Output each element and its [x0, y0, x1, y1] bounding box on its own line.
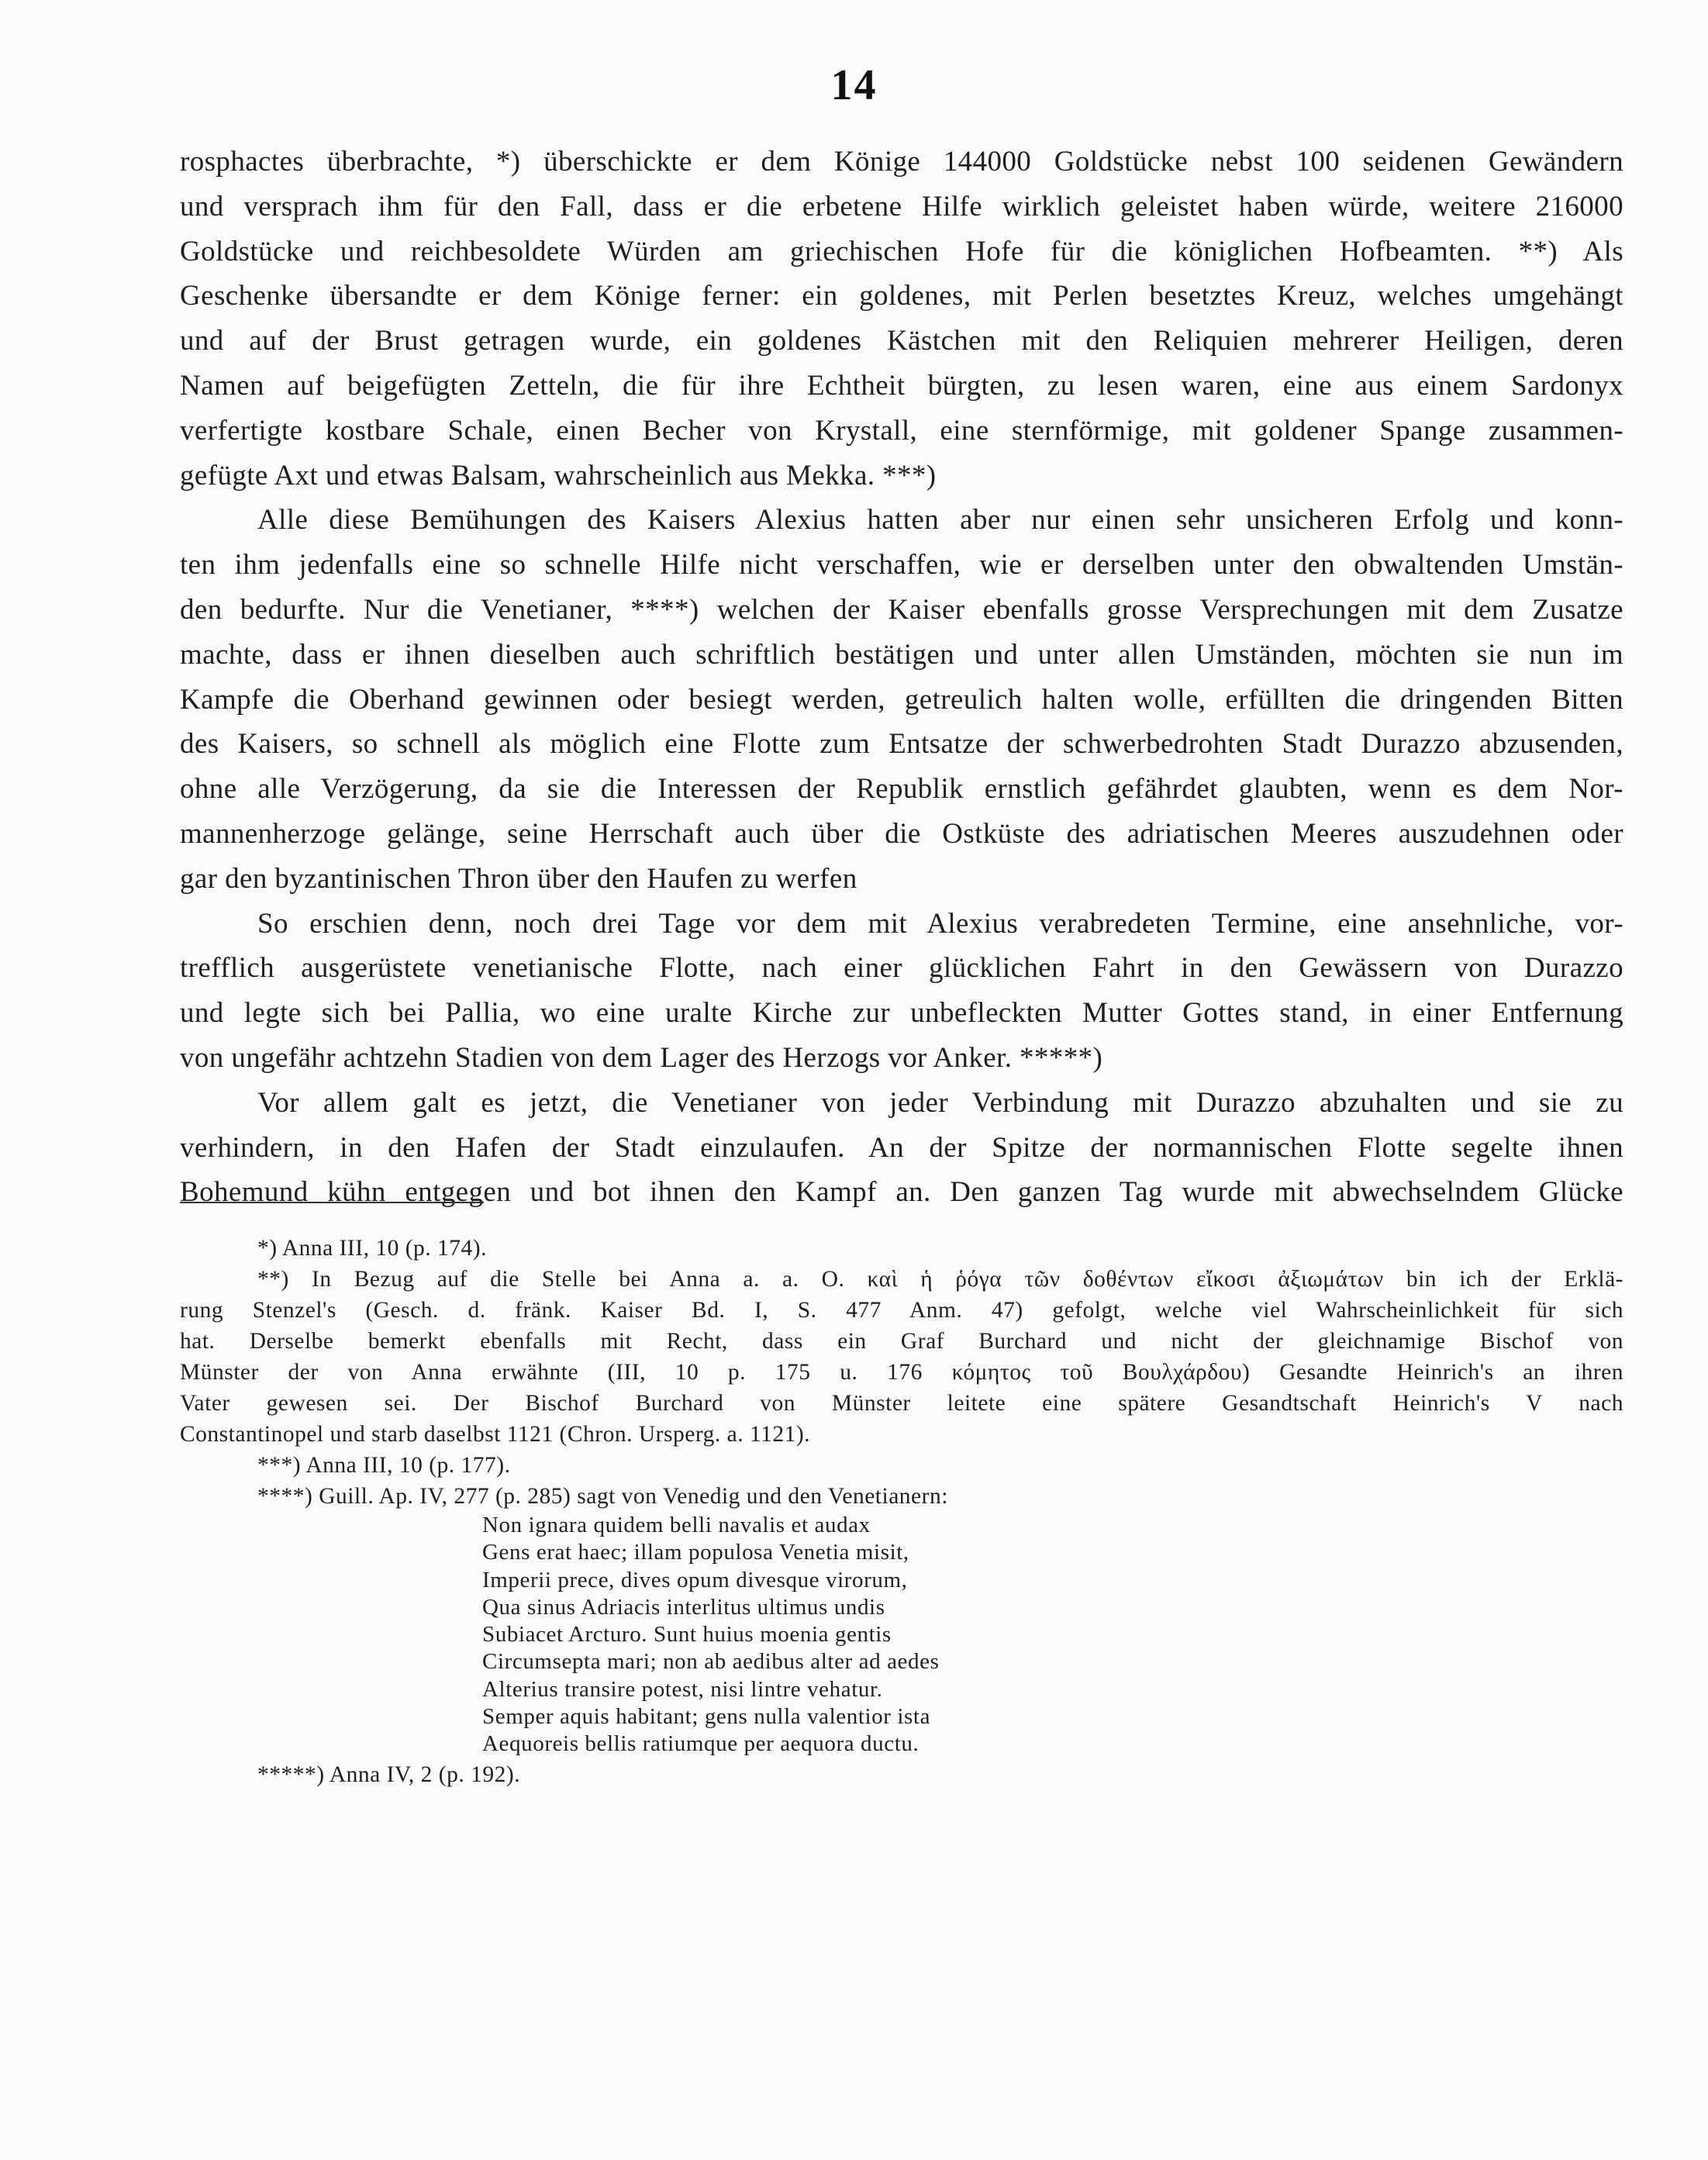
text-line: mannenherzoge gelänge, seine Herrschaft auch über die Ostküste des adriatischen Meeres auszudehnen oder	[180, 817, 1623, 850]
footnote-line: Vater gewesen sei. Der Bischof Burchard von Münster leitete eine spätere Gesandtschaft Heinrich's V nach	[180, 1391, 1623, 1416]
text-line: und versprach ihm für den Fall, dass er die erbetene Hilfe wirklich geleistet haben würde, weitere 216000	[180, 190, 1623, 223]
footnote-line: rung Stenzel's (Gesch. d. fränk. Kaiser Bd. I, S. 477 Anm. 47) gefolgt, welche viel Wahrscheinlichkeit für sich	[180, 1298, 1623, 1323]
verse-line: Semper aquis habitant; gens nulla valentior ista	[482, 1704, 931, 1730]
text-line: den bedurfte. Nur die Venetianer, ****) welchen der Kaiser ebenfalls grosse Versprechungen mit dem Zusatze	[180, 593, 1623, 626]
text-line: Namen auf beigefügten Zetteln, die für ihre Echtheit bürgten, zu lesen waren, eine aus einem Sardonyx	[180, 369, 1623, 402]
text-line: gar den byzantinischen Thron über den Haufen zu werfen	[180, 862, 857, 895]
footnote-line: Münster der von Anna erwähnte (III, 10 p. 175 u. 176 κόμητος τοῦ Βουλχάρδου) Gesandte Heinrich's an ihren	[180, 1360, 1623, 1385]
text-line: verhindern, in den Hafen der Stadt einzulaufen. An der Spitze der normannischen Flotte segelte ihnen	[180, 1131, 1623, 1164]
verse-line: Circumsepta mari; non ab aedibus alter ad aedes	[482, 1649, 940, 1675]
text-line: So erschien denn, noch drei Tage vor dem mit Alexius verabredeten Termine, eine ansehnliche, vor-	[257, 907, 1623, 940]
verse-line: Gens erat haec; illam populosa Venetia misit,	[482, 1540, 909, 1565]
verse-line: Qua sinus Adriacis interlitus ultimus undis	[482, 1594, 885, 1620]
text-line: machte, dass er ihnen dieselben auch schriftlich bestätigen und unter allen Umständen, möchten sie nun im	[180, 638, 1623, 671]
text-line: des Kaisers, so schnell als möglich eine Flotte zum Entsatze der schwerbedrohten Stadt Durazzo abzusenden,	[180, 728, 1623, 761]
text-line: rosphactes überbrachte, *) überschickte er dem Könige 144000 Goldstücke nebst 100 seidenen Gewändern	[180, 146, 1623, 178]
footnote-lines	[180, 1233, 1623, 1512]
text-line: und legte sich bei Pallia, wo eine uralte Kirche zur unbefleckten Mutter Gottes stand, in einer Entfernung	[180, 997, 1623, 1030]
verse-line: Non ignara quidem belli navalis et audax	[482, 1513, 871, 1537]
text-line: von ungefähr achtzehn Stadien von dem Lager des Herzogs vor Anker. *****)	[180, 1041, 1103, 1074]
text-line: Vor allem galt es jetzt, die Venetianer von jeder Verbindung mit Durazzo abzuhalten und sie zu	[257, 1086, 1623, 1119]
footnote-separator	[180, 1202, 484, 1203]
verse-line: Subiacet Arcturo. Sunt huius moenia gentis	[482, 1622, 892, 1648]
footnote-line: **) In Bezug auf die Stelle bei Anna a. a. O. καὶ ἡ ῥόγα τῶν δοθέντων εἴκοσι ἀξιωμάτων bin ich der Erklä-	[257, 1267, 1623, 1292]
text-line: Goldstücke und reichbesoldete Würden am griechischen Hofe für die königlichen Hofbeamten. **) Als	[180, 235, 1623, 267]
footnote-five: *****) Anna IV, 2 (p. 192).	[257, 1761, 521, 1787]
verse-line: Alterius transire potest, nisi lintre vehatur.	[482, 1676, 883, 1702]
text-line: Bohemund kühn entgegen und bot ihnen den Kampf an. Den ganzen Tag wurde mit abwechselndem Glücke	[180, 1176, 1623, 1209]
footnote-line: Constantinopel und starb daselbst 1121 (Chron. Ursperg. a. 1121).	[180, 1422, 811, 1447]
verse-line: Aequoreis bellis ratiumque per aequora ductu.	[482, 1731, 920, 1757]
footnote-line: hat. Derselbe bemerkt ebenfalls mit Recht, dass ein Graf Burchard und nicht der gleichnamige Bischof von	[180, 1329, 1623, 1354]
text-line: Kampfe die Oberhand gewinnen oder besiegt werden, getreulich halten wolle, erfüllten die dringenden Bitten	[180, 683, 1623, 716]
text-line: Geschenke übersandte er dem Könige ferner: ein goldenes, mit Perlen besetztes Kreuz, welches umgehängt	[180, 280, 1623, 312]
text-line: ohne alle Verzögerung, da sie die Interessen der Republik ernstlich gefährdet glaubten, wenn es dem Nor-	[180, 773, 1623, 806]
text-line: trefflich ausgerüstete venetianische Flotte, nach einer glücklichen Fahrt in den Gewässern von Durazzo	[180, 952, 1623, 985]
main-body-text	[180, 140, 1623, 1215]
verse-line: Imperii prece, dives opum divesque virorum,	[482, 1567, 908, 1592]
text-line: und auf der Brust getragen wurde, ein goldenes Kästchen mit den Reliquien mehrerer Heiligen, deren	[180, 325, 1623, 357]
page-number: 14	[830, 61, 878, 109]
text-line: gefügte Axt und etwas Balsam, wahrscheinlich aus Mekka. ***)	[180, 459, 937, 492]
text-line: Alle diese Bemühungen des Kaisers Alexius hatten aber nur einen sehr unsicheren Erfolg und konn-	[257, 504, 1623, 537]
latin-verse-quotation	[180, 1512, 1623, 1758]
text-line: verfertigte kostbare Schale, einen Becher von Krystall, eine sternförmige, mit goldener Spange zusammen-	[180, 414, 1623, 447]
footnote-line: *) Anna III, 10 (p. 174).	[257, 1236, 487, 1261]
footnote-line: ****) Guill. Ap. IV, 277 (p. 285) sagt von Venedig und den Venetianern:	[257, 1484, 948, 1509]
footnotes-block	[180, 1233, 1623, 1791]
text-line: ten ihm jedenfalls eine so schnelle Hilfe nicht verschaffen, wie er derselben unter den obwaltenden Umstän-	[180, 549, 1623, 581]
footnote-line: ***) Anna III, 10 (p. 177).	[257, 1453, 511, 1478]
